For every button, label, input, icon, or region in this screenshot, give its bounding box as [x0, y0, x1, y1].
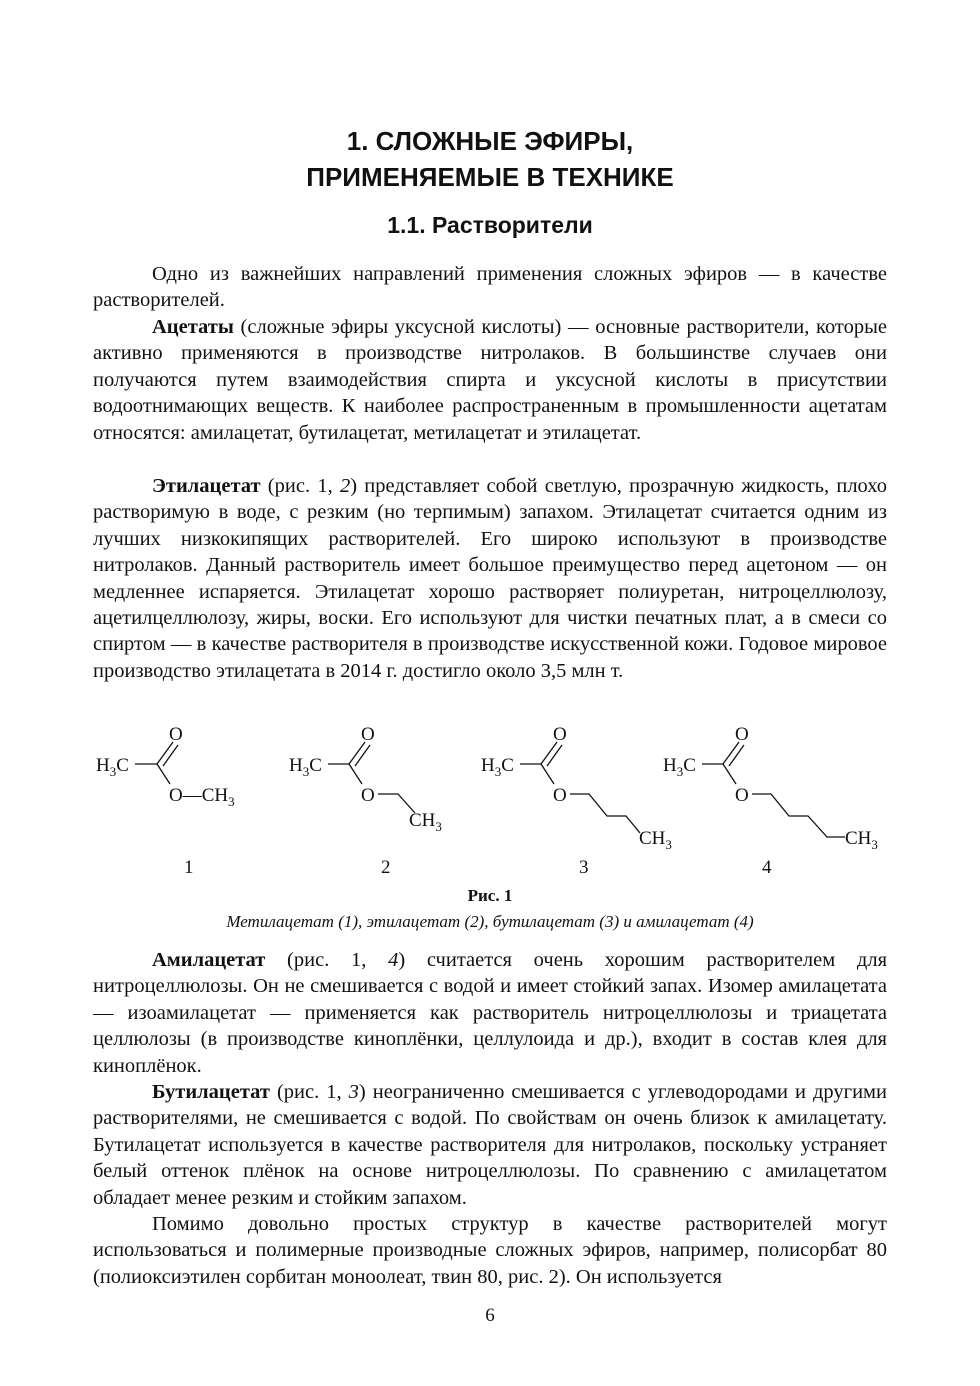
figure-ref-number: 4	[388, 949, 399, 971]
atom-label: $CH_3$	[845, 828, 878, 852]
figure-ref-prefix: (рис. 1,	[269, 1081, 349, 1103]
atom-label: $H_3C$	[96, 755, 129, 779]
bond	[349, 764, 362, 784]
bond	[157, 764, 170, 784]
atom-label: $H_3C$	[663, 755, 696, 779]
structure-number: 3	[579, 857, 589, 878]
structure-amyl-acetate	[663, 724, 878, 852]
atom-label: O	[361, 785, 375, 806]
double-bond	[729, 745, 744, 766]
double-bond	[541, 742, 557, 764]
atom-label: O	[361, 724, 375, 745]
paragraph-acetates	[93, 314, 887, 446]
structure-ethyl-acetate	[289, 724, 442, 834]
structure-number: 2	[381, 857, 391, 878]
chapter-title-line2: ПРИМЕНЯЕМЫЕ В ТЕХНИКЕ	[306, 162, 674, 192]
figure-ref-number: 2	[339, 475, 351, 497]
section-title: 1.1. Растворители	[387, 212, 593, 238]
figure-ref-prefix: (рис. 1,	[265, 949, 389, 971]
term-acetates: Ацетаты	[152, 316, 234, 338]
atom-label: O	[735, 724, 749, 745]
figure-ref-prefix: (рис. 1,	[260, 475, 340, 497]
double-bond	[157, 742, 173, 764]
paragraph-butyl-acetate-text: ) неограниченно смешивается с углеводородами и другими растворителями, не смешивается с водой. По свойствам он очень близок к амилацетату. Бутилацетат используется в качестве растворителя для нитролаков, поскольку устраняет белый оттенок плёнок на основе нитроцеллюлозы. По сравнению с амилацетатом обладает менее резким и стойким запахом.	[93, 1081, 887, 1209]
atom-label: $O—CH_3$	[169, 785, 235, 809]
figure-caption: Метилацетат (1), этилацетат (2), бутилацетат (3) и амилацетат (4)	[226, 912, 754, 931]
atom-label: $CH_3$	[409, 810, 442, 834]
structure-number: 1	[184, 857, 194, 878]
structure-butyl-acetate	[481, 724, 672, 852]
figure-title: Рис. 1	[467, 886, 513, 905]
paragraph-ethyl-acetate	[93, 473, 887, 684]
atom-label: $H_3C$	[481, 755, 514, 779]
paragraph-butyl-acetate	[93, 1079, 887, 1211]
double-bond	[349, 742, 365, 764]
figure-ref-number: 3	[348, 1081, 359, 1103]
term-butyl-acetate: Бутилацетат	[152, 1081, 270, 1103]
bond	[723, 764, 736, 784]
structure-methyl-acetate	[96, 724, 235, 809]
atom-label: $CH_3$	[639, 828, 672, 852]
paragraph-polymers: Помимо довольно простых структур в качестве растворителей могут использоваться и полимерные производные сложных эфиров, например, полисорбат 80 (полиоксиэтилен сорбитан моноолеат, твин 80, рис. 2). Он используется	[93, 1213, 887, 1288]
paragraph-intro: Одно из важнейших направлений применения сложных эфиров — в качестве растворителей.	[93, 263, 887, 312]
paragraph-amyl-acetate-text: ) считается очень хорошим растворителем для нитроцеллюлозы. Он не смешивается с водой и имеет стойкий запах. Изомер амилацетата — изоамилацетат — применяется как растворитель нитроцеллюлозы и триацетата целлюлозы (в производстве киноплёнки, целлулоида и др.), входит в состав клея для киноплёнок.	[93, 949, 888, 1077]
chapter-title-line1: 1. СЛОЖНЫЕ ЭФИРЫ,	[346, 126, 634, 156]
bond	[541, 764, 554, 784]
atom-label: O	[553, 724, 567, 745]
structure-number: 4	[762, 857, 772, 878]
double-bond	[163, 745, 178, 766]
paragraph-amyl-acetate	[93, 947, 887, 1079]
term-amyl-acetate: Амилацетат	[152, 949, 266, 971]
page-number: 6	[485, 1305, 495, 1326]
atom-label: O	[553, 785, 567, 806]
term-ethyl-acetate: Этилацетат	[152, 475, 261, 497]
carbon-chain	[570, 794, 640, 833]
atom-label: O	[735, 785, 749, 806]
atom-label: $H_3C$	[289, 755, 322, 779]
double-bond	[547, 745, 562, 766]
paragraph-ethyl-acetate-text: ) представляет собой светлую, прозрачную жидкость, плохо растворимую в воде, с резким (но терпимым) запахом. Этилацетат считается одним из лучших низкокипящих растворителей. Его широко используют в производстве нитролаков. Данный растворитель имеет большое преимущество перед ацетоном — он медленнее испаряется. Этилацетат хорошо растворяет полиуретан, нитроцеллюлозу, ацетилцеллюлозу, жиры, воски. Его используют для чистки печатных плат, а в смеси со спиртом — в качестве растворителя в производстве искусственной кожи. Годовое мировое производство этилацетата в 2014 г. достигло около 3,5 млн т.	[93, 475, 888, 682]
atom-label: O	[169, 724, 183, 745]
double-bond	[355, 745, 370, 766]
carbon-chain	[752, 794, 845, 837]
structural-formulas	[93, 718, 887, 886]
double-bond	[723, 742, 739, 764]
chapter-title	[93, 123, 887, 195]
figure-1	[93, 718, 887, 886]
paragraph-acetates-text: (сложные эфиры уксусной кислоты) — основные растворители, которые активно применяются в производстве нитролаков. В большинстве случаев они получаются путем взаимодействия спирта и уксусной кислоты в присутствии водоотнимающих веществ. К наиболее распространенным в промышленности ацетатам относятся: амилацетат, бутилацетат, метилацетат и этилацетат.	[93, 316, 887, 444]
